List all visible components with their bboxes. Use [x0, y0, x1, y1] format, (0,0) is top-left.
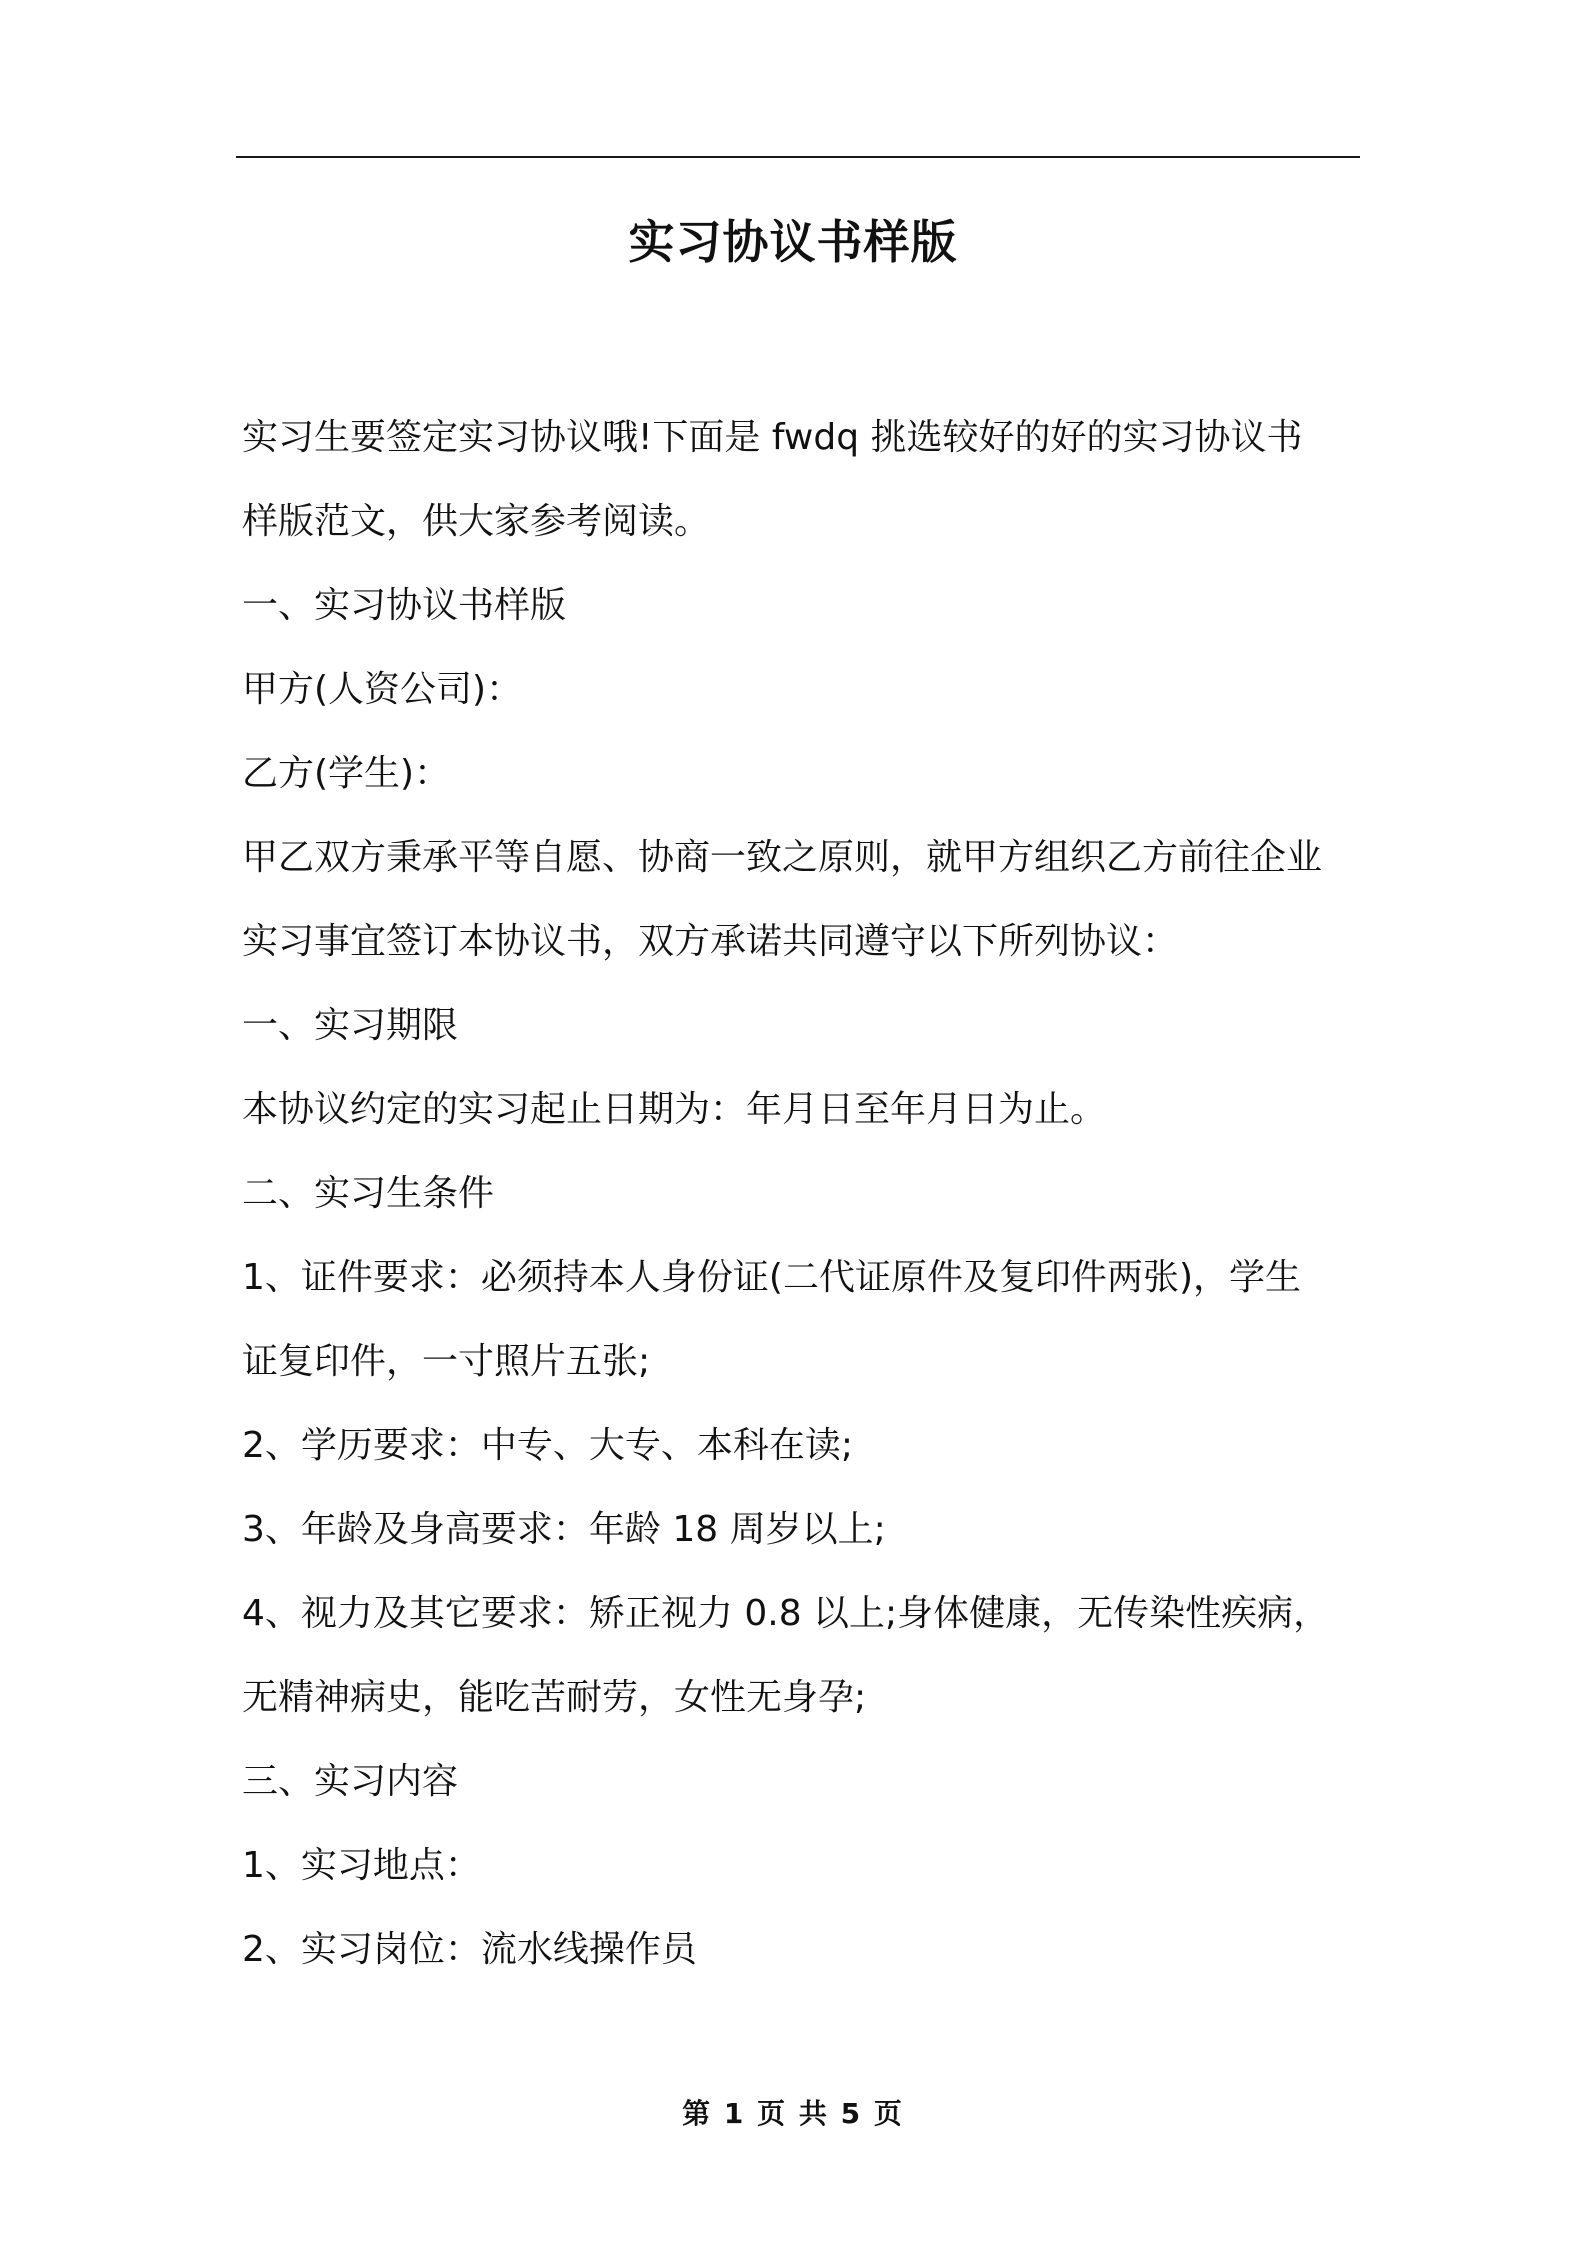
list-item: 4、视力及其它要求：矫正视力 0.8 以上;身体健康，无传染性疾病， [242, 1593, 1330, 1634]
list-item: 2、实习岗位：流水线操作员 [242, 1929, 697, 1970]
section-heading: 一、实习期限 [242, 1005, 459, 1046]
section-heading: 二、实习生条件 [242, 1173, 495, 1214]
document-body [242, 396, 1360, 1992]
page-number: 第 1 页 共 5 页 [682, 2097, 904, 2130]
body-line: 实习事宜签订本协议书，双方承诺共同遵守以下所列协议： [242, 921, 1179, 962]
body-line: 样版范文，供大家参考阅读。 [242, 501, 711, 542]
party-a-line: 甲方(人资公司)： [242, 669, 523, 710]
list-item: 1、实习地点： [242, 1845, 481, 1886]
party-b-line: 乙方(学生)： [242, 753, 451, 794]
list-item: 1、证件要求：必须持本人身份证(二代证原件及复印件两张)，学生 [242, 1257, 1301, 1298]
document-title: 实习协议书样版 [628, 215, 958, 269]
body-line: 实习生要签定实习协议哦!下面是 fwdq 挑选较好的好的实习协议书 [242, 417, 1303, 458]
header-divider [236, 156, 1360, 158]
section-heading: 一、实习协议书样版 [242, 585, 567, 626]
list-item: 2、学历要求：中专、大专、本科在读; [242, 1425, 854, 1466]
body-line: 甲乙双方秉承平等自愿、协商一致之原则，就甲方组织乙方前往企业 [242, 837, 1323, 878]
body-line: 本协议约定的实习起止日期为：年月日至年月日为止。 [242, 1089, 1107, 1130]
list-item: 3、年龄及身高要求：年龄 18 周岁以上; [242, 1509, 886, 1550]
section-heading: 三、实习内容 [242, 1761, 459, 1802]
list-item-continuation: 无精神病史，能吃苦耐劳，女性无身孕; [242, 1677, 867, 1718]
list-item-continuation: 证复印件，一寸照片五张; [242, 1341, 651, 1382]
